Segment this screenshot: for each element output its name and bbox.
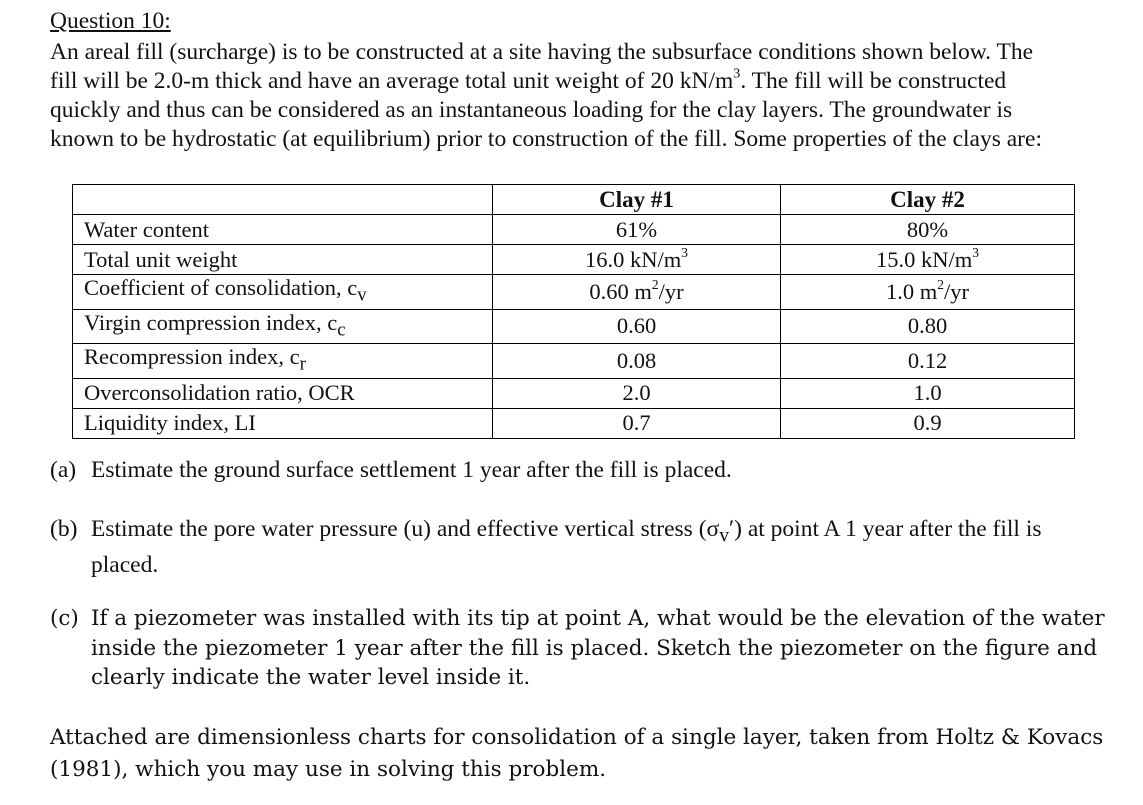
question-a	[50, 456, 1125, 485]
question-a-text: Estimate the ground surface settlement 1 year after the fill is placed.	[91, 457, 732, 483]
row-label: Overconsolidation ratio, OCR	[73, 378, 493, 408]
question-c-line-3: clearly indicate the water level inside it.	[91, 665, 531, 690]
clay-1-value: 0.7	[493, 408, 781, 438]
question-b	[50, 515, 1125, 580]
value-sup: 2	[937, 276, 944, 292]
question-c-line-1: If a piezometer was installed with its tip at point A, what would be the elevation of the water	[91, 606, 1105, 631]
clay-properties-table	[72, 184, 1075, 439]
clay-2-value	[781, 245, 1075, 275]
clay-1-value: 2.0	[493, 378, 781, 408]
label-sub: r	[299, 353, 306, 375]
table-row	[73, 275, 1075, 310]
clay-1-value: 61%	[493, 215, 781, 245]
value-suffix: /yr	[658, 278, 684, 304]
question-a-tag: (a)	[50, 457, 77, 483]
value-sup: 3	[681, 244, 688, 260]
question-b-line-2: placed.	[91, 551, 159, 578]
question-b-tag: (b)	[50, 516, 78, 542]
attached-line-1: Attached are dimensionless charts for consolidation of a single layer, taken from Holtz & Kovacs	[50, 725, 1104, 750]
value-text: 15.0 kN/m	[875, 246, 973, 272]
question-b-line-1-suffix: ′) at point A 1 year after the fill is	[729, 516, 1042, 542]
intro-line-4: known to be hydrostatic (at equilibrium) prior to construction of the fill. Some properties of the clays are:	[50, 126, 1042, 152]
row-label	[73, 344, 493, 379]
attached-line-2: (1981), which you may use in solving this problem.	[50, 756, 607, 782]
row-label: Liquidity index, LI	[73, 408, 493, 438]
value-text: 16.0 kN/m	[584, 246, 682, 272]
intro-line-2-prefix: fill will be 2.0-m thick and have an average total unit weight of 20 kN/m	[50, 68, 734, 94]
question-c-line-2: inside the piezometer 1 year after the fill is placed. Sketch the piezometer on the figure and	[91, 635, 1098, 661]
intro-paragraph	[50, 38, 1120, 154]
value-sup: 3	[972, 244, 979, 260]
value-suffix: /yr	[944, 278, 969, 304]
question-c	[50, 604, 1125, 693]
label-text: Coefficient of consolidation, c	[84, 275, 358, 300]
intro-line-1: An areal fill (surcharge) is to be constructed at a site having the subsurface conditions shown below. The	[50, 39, 1034, 65]
label-sub: v	[357, 284, 367, 306]
label-text: Recompression index, c	[84, 344, 300, 369]
clay-2-value: 0.9	[781, 408, 1075, 438]
question-b-sigma-sub: v	[719, 525, 729, 547]
question-title: Question 10:	[50, 8, 171, 34]
attached-note	[50, 722, 1130, 785]
label-sub: c	[337, 319, 346, 340]
intro-line-2-suffix: . The fill will be constructed	[740, 68, 1007, 94]
intro-line-2-sup: 3	[733, 65, 741, 82]
clay-1-value	[493, 275, 781, 310]
clay-1-value	[493, 245, 781, 275]
clay-1-value: 0.08	[493, 344, 781, 379]
clay-1-value: 0.60	[493, 309, 781, 344]
table-header-blank	[73, 185, 493, 215]
table-row	[73, 309, 1075, 344]
clay-2-value	[781, 275, 1075, 310]
value-sup: 2	[651, 276, 659, 292]
question-b-line-1	[91, 515, 1125, 551]
question-c-body	[91, 604, 1125, 693]
table-row	[73, 378, 1075, 408]
clay-2-value: 1.0	[781, 378, 1075, 408]
table-row	[73, 215, 1075, 245]
table-header-row	[73, 185, 1075, 215]
table-row	[73, 408, 1075, 438]
intro-line-2	[50, 67, 1120, 96]
question-b-line-1-text: Estimate the pore water pressure (u) and effective vertical stress (σ	[91, 516, 720, 542]
clay-2-value: 80%	[781, 215, 1075, 245]
row-label	[73, 309, 493, 344]
label-text: Virgin compression index, c	[84, 309, 338, 335]
row-label: Water content	[73, 215, 493, 245]
header-clay-2: Clay #2	[781, 185, 1075, 215]
question-c-tag: (c)	[50, 606, 79, 631]
question-b-body	[91, 515, 1125, 580]
table-row	[73, 245, 1075, 275]
row-label	[73, 275, 493, 310]
value-text: 1.0 m	[885, 278, 938, 304]
header-clay-1: Clay #1	[493, 185, 781, 215]
clay-2-value: 0.80	[781, 309, 1075, 344]
table-row	[73, 344, 1075, 379]
clay-2-value: 0.12	[781, 344, 1075, 379]
row-label: Total unit weight	[73, 245, 493, 275]
value-text: 0.60 m	[589, 278, 652, 304]
intro-line-3: quickly and thus can be considered as an instantaneous loading for the clay layers. The groundwater is	[50, 97, 1013, 123]
